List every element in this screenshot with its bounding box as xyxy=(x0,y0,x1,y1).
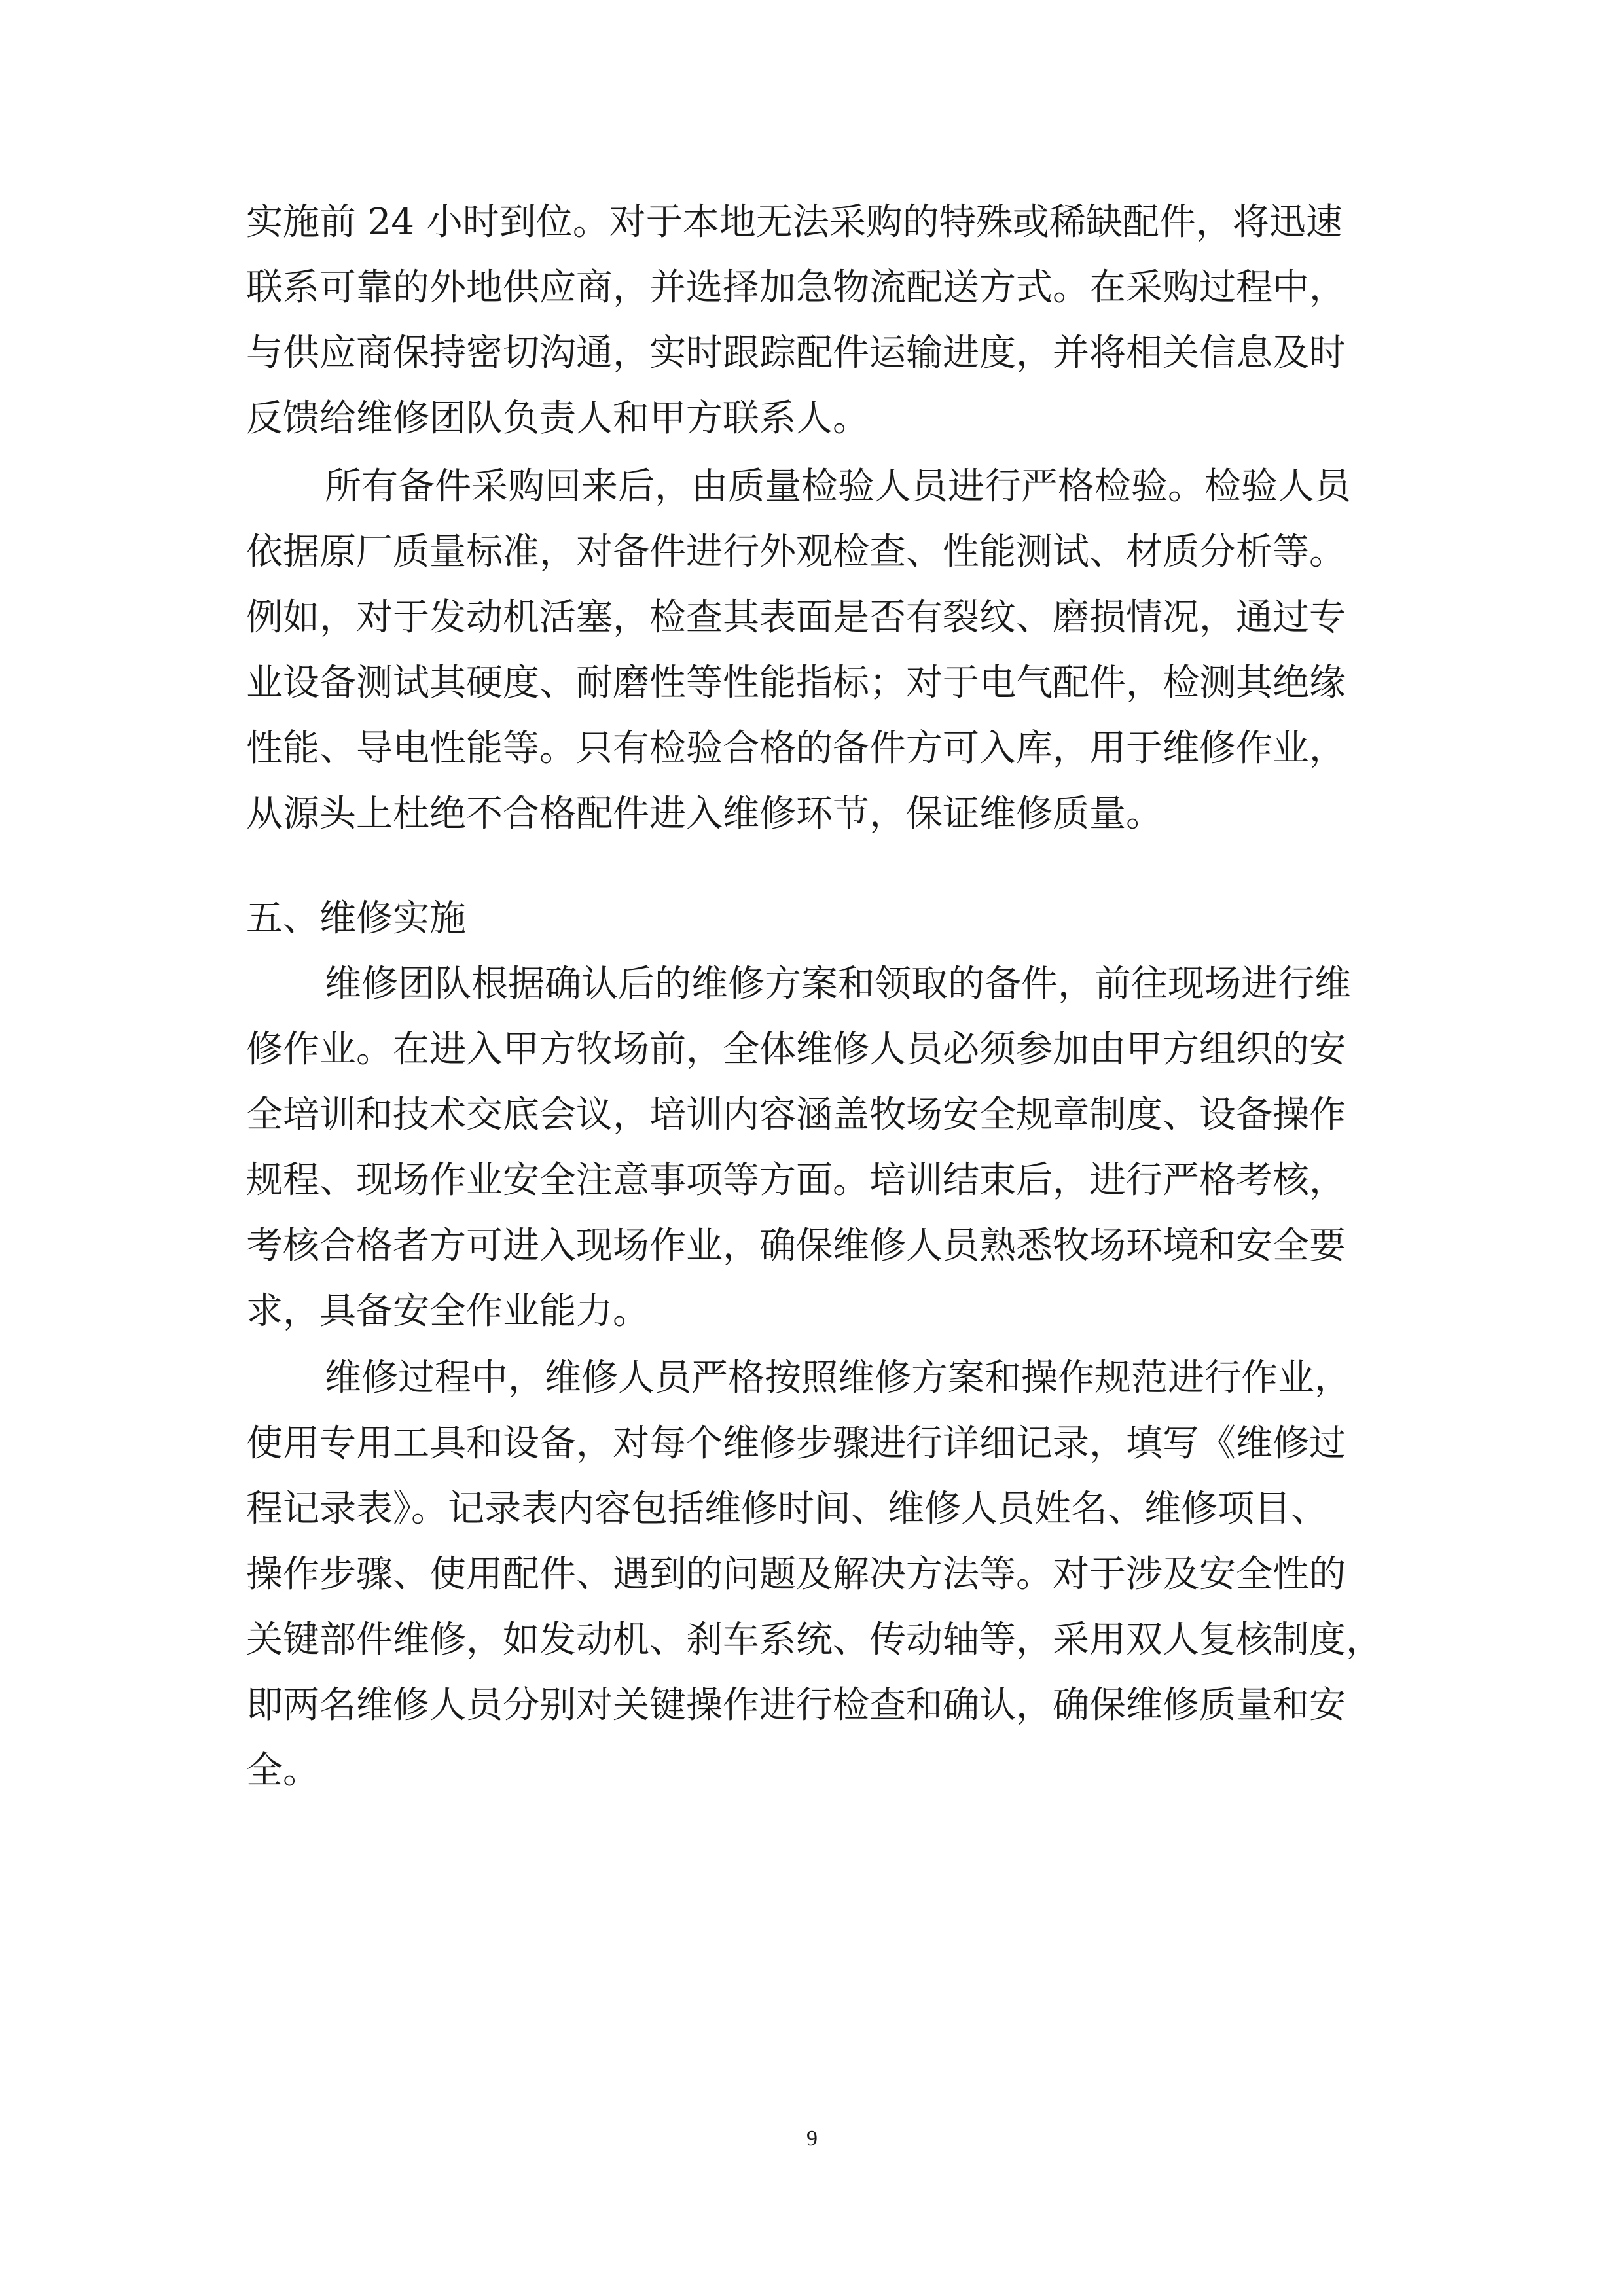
paragraph-4-line-4: 操作步骤、使用配件、遇到的问题及解决方法等。对于涉及安全性的 xyxy=(246,1553,1346,1596)
paragraph-2-line-2: 依据原厂质量标准，对备件进行外观检查、性能测试、材质分析等。 xyxy=(246,531,1346,573)
paragraph-1-line-4: 反馈给维修团队负责人和甲方联系人。 xyxy=(246,397,869,440)
paragraph-2-line-3: 例如，对于发动机活塞，检查其表面是否有裂纹、磨损情况，通过专 xyxy=(246,596,1346,639)
paragraph-2-line-1: 所有备件采购回来后，由质量检验人员进行严格检验。检验人员 xyxy=(325,465,1351,508)
paragraph-1-line-3: 与供应商保持密切沟通，实时跟踪配件运输进度，并将相关信息及时 xyxy=(246,332,1346,374)
paragraph-2-line-5: 性能、导电性能等。只有检验合格的备件方可入库，用于维修作业， xyxy=(246,727,1346,770)
page-number: 9 xyxy=(806,2126,818,2151)
paragraph-3-line-3: 全培训和技术交底会议，培训内容涵盖牧场安全规章制度、设备操作 xyxy=(246,1094,1346,1136)
paragraph-1-line-1: 实施前 24 小时到位。对于本地无法采购的特殊或稀缺配件，将迅速 xyxy=(246,201,1343,243)
paragraph-4-line-1: 维修过程中，维修人员严格按照维修方案和操作规范进行作业， xyxy=(325,1357,1351,1399)
paragraph-4-line-5: 关键部件维修，如发动机、刹车系统、传动轴等，采用双人复核制度， xyxy=(246,1619,1382,1661)
paragraph-2-line-6: 从源头上杜绝不合格配件进入维修环节，保证维修质量。 xyxy=(246,793,1163,835)
paragraph-3-line-6: 求，具备安全作业能力。 xyxy=(246,1290,649,1333)
paragraph-3-line-5: 考核合格者方可进入现场作业，确保维修人员熟悉牧场环境和安全要 xyxy=(246,1225,1346,1267)
paragraph-3-line-4: 规程、现场作业安全注意事项等方面。培训结束后，进行严格考核， xyxy=(246,1159,1346,1202)
paragraph-3-line-2: 修作业。在进入甲方牧场前，全体维修人员必须参加由甲方组织的安 xyxy=(246,1028,1346,1071)
paragraph-4-line-6: 即两名维修人员分别对关键操作进行检查和确认，确保维修质量和安 xyxy=(246,1684,1346,1727)
paragraph-2-line-4: 业设备测试其硬度、耐磨性等性能指标；对于电气配件，检测其绝缘 xyxy=(246,662,1346,704)
section-heading: 五、维修实施 xyxy=(246,897,466,940)
paragraph-4-line-2: 使用专用工具和设备，对每个维修步骤进行详细记录，填写《维修过 xyxy=(246,1422,1346,1465)
paragraph-3-line-1: 维修团队根据确认后的维修方案和领取的备件，前往现场进行维 xyxy=(325,963,1351,1005)
paragraph-4-line-7: 全。 xyxy=(246,1749,319,1792)
paragraph-1-line-2: 联系可靠的外地供应商，并选择加急物流配送方式。在采购过程中， xyxy=(246,266,1346,309)
paragraph-4-line-3: 程记录表》。记录表内容包括维修时间、维修人员姓名、维修项目、 xyxy=(246,1488,1327,1530)
